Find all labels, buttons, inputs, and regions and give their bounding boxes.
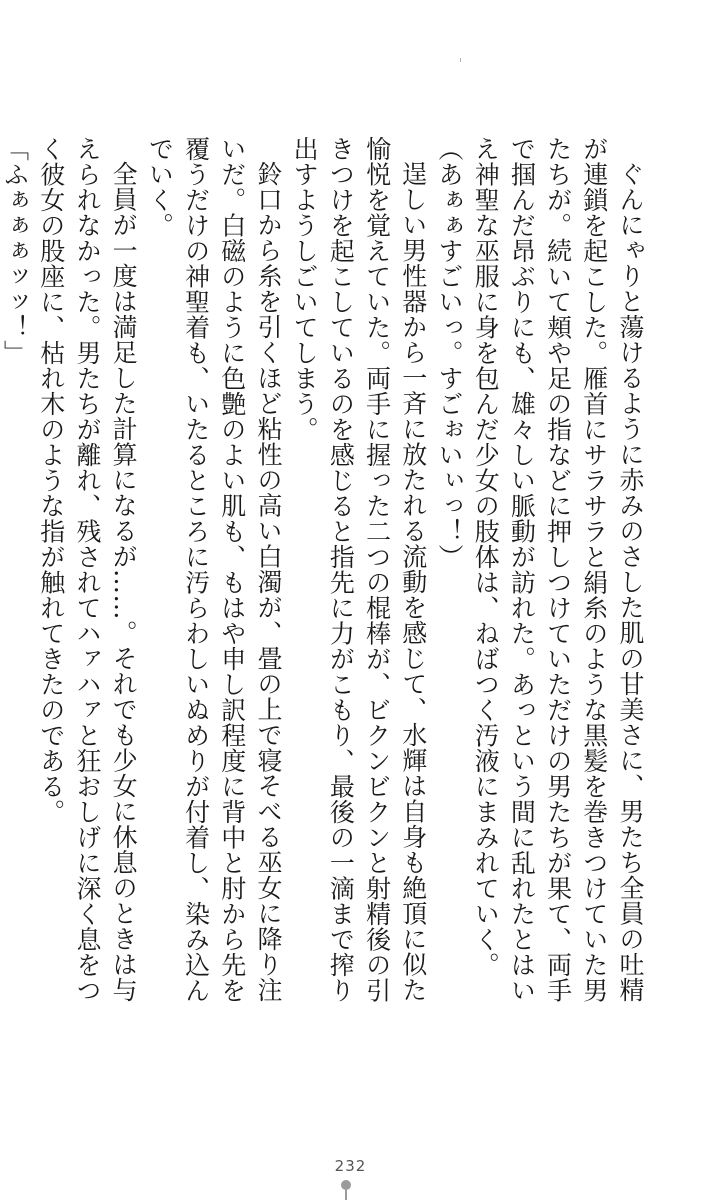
- paragraph-2: 逞しい男性器から一斉に放たれる流動を感じて、水輝は自身も絶頂に似た愉悦を覚えていた。両手に握った二つの棍棒が、ビクンビクンと射精後の引きつけを起こしているのを感じると指先に力がこもり、最後の一滴まで搾り出すようしごいてしまう。: [290, 136, 428, 1003]
- dialogue-1: 「ふぁぁぁッッ！」: [0, 136, 30, 366]
- paragraph-1: ぐんにゃりと蕩けるように赤みのさした肌の甘美さに、男たち全員の吐精が連鎖を起こした。雁首にサラサラと絹糸のような黒髪を巻きつけていた男たちが。続いて頬や足の指などに押しつけていただけの男たちが果て、両手で掴んだ昂ぶりにも、雄々しい脈動が訪れた。あっという間に乱れたとはいえ神聖な巫服に身を包んだ少女の肢体は、ねばつく汚液にまみれていく。: [471, 136, 645, 1003]
- inner-monologue-1: （あぁぁすごいっ。すごぉいぃっ！）: [434, 136, 464, 570]
- page-number: 232: [334, 1157, 367, 1175]
- page-ornament-icon: [341, 1180, 351, 1190]
- vertical-text-body: [0, 136, 648, 1006]
- paragraph-4: 全員が一度は満足した計算になるが……。それでも少女に休息のときは与えられなかった。男たちが離れ、残されてハァハァと狂おしげに深く息をつく彼女の股座に、枯れ木のような指が触れてきたのである。: [36, 136, 139, 1003]
- paper-speck: [460, 58, 461, 62]
- paragraph-3: 鈴口から糸を引くほど粘性の高い白濁が、畳の上で寝そべる巫女に降り注いだ。白磁のように色艶のよい肌も、もはや申し訳程度に背中と肘から先を覆うだけの神聖着も、いたるところに汚らわしいぬめりが付着し、染み込んでいく。: [145, 136, 283, 1003]
